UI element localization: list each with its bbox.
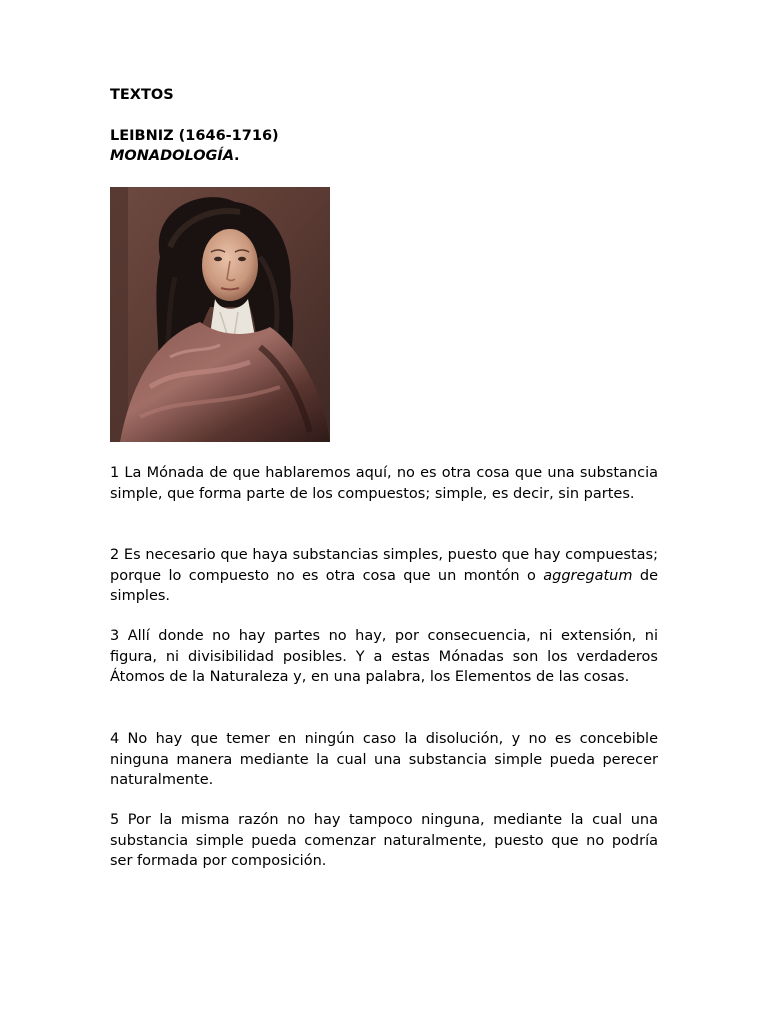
- paragraph-2: [110, 545, 658, 607]
- paragraph-4: 4 No hay que temer en ningún caso la disolución, y no es concebible ninguna manera mediante la cual una substancia simple pueda perecer naturalmente.: [110, 731, 658, 788]
- leibniz-portrait: [110, 187, 330, 442]
- author-heading: LEIBNIZ (1646-1716): [110, 128, 279, 144]
- work-title-text: MONADOLOGÍA: [110, 148, 235, 164]
- section-heading: TEXTOS: [110, 87, 174, 103]
- paragraph-5: 5 Por la misma razón no hay tampoco ninguna, mediante la cual una substancia simple pueda comenzar naturalmente, puesto que no podría ser formada por composición.: [110, 812, 658, 869]
- paragraph-2-after: de simples.: [110, 567, 658, 604]
- paragraph-3: 3 Allí donde no hay partes no hay, por consecuencia, ni extensión, ni figura, ni divisibilidad posibles. Y a estas Mónadas son los verdaderos Átomos de la Naturaleza y, en una palabra, los Elementos de las cosas.: [110, 628, 658, 685]
- paragraph-2-before: 2 Es necesario que haya substancias simples, puesto que hay compuestas; porque lo compuesto no es otra cosa que un montón o: [110, 547, 658, 584]
- paragraph-2-emphasis: aggregatum: [543, 567, 633, 584]
- leibniz-portrait-icon: [110, 187, 330, 442]
- work-title-period: .: [234, 148, 240, 164]
- paragraph-1: 1 La Mónada de que hablaremos aquí, no es otra cosa que una substancia simple, que forma parte de los compuestos; simple, es decir, sin partes.: [110, 465, 658, 502]
- work-title: [110, 146, 240, 166]
